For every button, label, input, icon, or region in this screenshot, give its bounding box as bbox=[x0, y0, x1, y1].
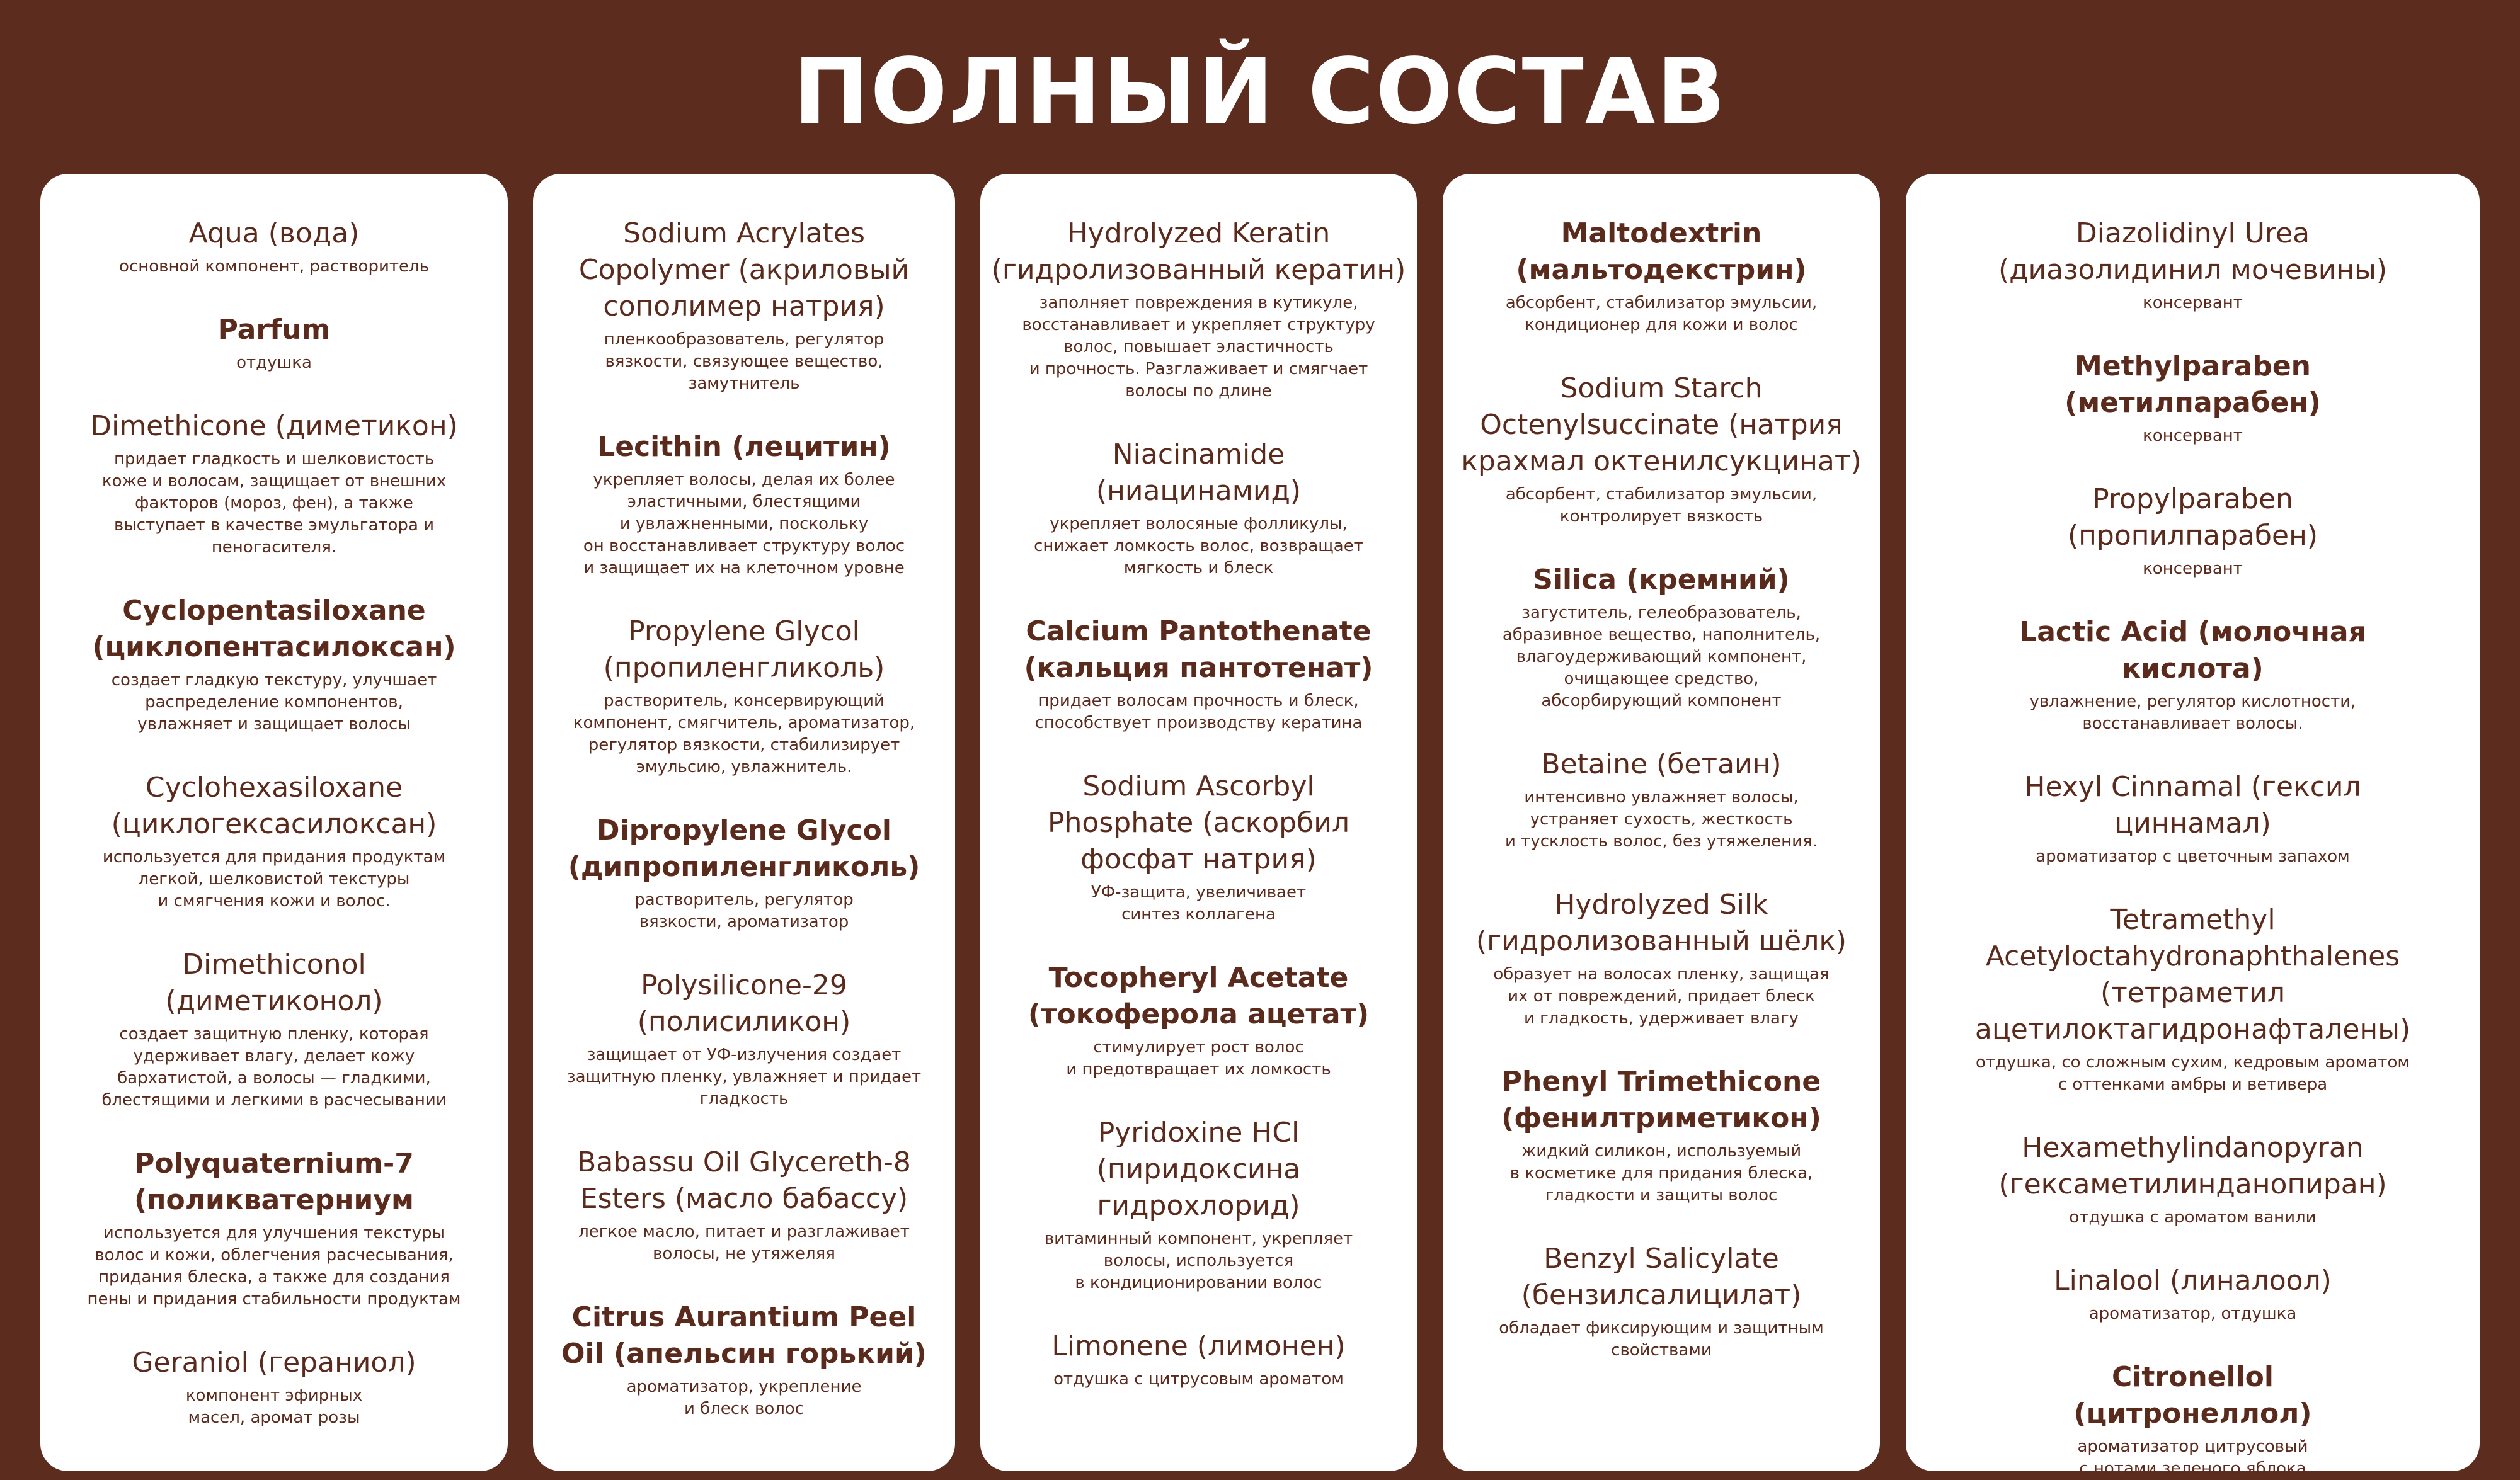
ingredient-item bbox=[989, 436, 1408, 579]
ingredient-description: отдушка bbox=[236, 353, 312, 372]
ingredient-item bbox=[49, 312, 499, 374]
ingredient-name: Geraniol (гераниол) bbox=[132, 1346, 416, 1379]
page-title: ПОЛНЫЙ СОСТАВ bbox=[793, 38, 1727, 144]
ingredient-name: Lecithin (лецитин) bbox=[597, 431, 891, 463]
ingredient-description: защищает от УФ-излучения создает защитную пленку, увлажняет и придает гладкость bbox=[566, 1045, 922, 1108]
ingredient-description: стимулирует рост волос и предотвращает их ломкость bbox=[1066, 1038, 1331, 1079]
ingredient-name: Dimethiconol (диметиконол) bbox=[165, 948, 383, 1017]
ingredient-name: Hexyl Cinnamal (гексил циннамал) bbox=[2024, 771, 2361, 840]
ingredient-item bbox=[989, 768, 1408, 926]
ingredient-item bbox=[49, 947, 499, 1112]
ingredient-description: растворитель, регулятор вязкости, ароматизатор bbox=[634, 891, 854, 931]
ingredient-item bbox=[542, 812, 946, 933]
ingredient-name: Cyclopentasiloxane (циклопентасилоксан) bbox=[92, 595, 456, 663]
ingredient-name: Linalool (линалоол) bbox=[2054, 1265, 2332, 1297]
ingredient-description: интенсивно увлажняет волосы, устраняет сухость, жесткость и тусклость волос, без утяжеления. bbox=[1505, 788, 1818, 851]
ingredient-item bbox=[989, 1328, 1408, 1391]
ingredient-description: используется для придания продуктам легкой, шелковистой текстуры и смягчения кожи и волос. bbox=[102, 848, 446, 911]
ingredient-item bbox=[1915, 1263, 2471, 1325]
ingredient-description: компонент эфирных масел, аромат розы bbox=[185, 1386, 363, 1427]
ingredient-item bbox=[49, 770, 499, 913]
ingredient-item bbox=[1452, 1064, 1871, 1207]
ingredient-item bbox=[1452, 562, 1871, 712]
ingredient-item bbox=[49, 593, 499, 736]
ingredients-column-3 bbox=[980, 174, 1417, 1471]
ingredient-item bbox=[1915, 215, 2471, 314]
ingredient-description: витаминный компонент, укрепляет волосы, используется в кондиционировании волос bbox=[1044, 1229, 1353, 1292]
ingredient-item bbox=[1452, 746, 1871, 853]
ingredient-description: отдушка с цитрусовым ароматом bbox=[1053, 1370, 1344, 1389]
ingredient-description: легкое масло, питает и разглаживает волосы, не утяжеляя bbox=[578, 1222, 910, 1263]
ingredient-description: ароматизатор, укрепление и блеск волос bbox=[626, 1377, 862, 1418]
ingredient-name: Tetramethyl Acetyloctahydronaphthalenes (тетраметил ацетилоктагидронафталены) bbox=[1974, 904, 2411, 1045]
ingredient-item bbox=[1915, 481, 2471, 580]
ingredient-description: обладает фиксирующим и защитным свойствами bbox=[1499, 1319, 1824, 1360]
ingredient-name: Cyclohexasiloxane (циклогексасилоксан) bbox=[111, 771, 437, 840]
ingredient-description: отдушка с ароматом ванили bbox=[2069, 1208, 2317, 1227]
ingredient-name: Phenyl Trimethicone (фенилтриметикон) bbox=[1501, 1066, 1821, 1134]
ingredient-description: используется для улучшения текстуры волос и кожи, облегчения расчесывания, придания блеска, а также для создания пены и придания стабильности продуктам bbox=[87, 1224, 461, 1309]
ingredient-description: укрепляет волосы, делая их более эластичными, блестящими и увлажненными, поскольку он восстанавливает структуру волос и защищает их на клеточном уровне bbox=[583, 470, 905, 578]
ingredient-name: Sodium Ascorbyl Phosphate (аскорбил фосфат натрия) bbox=[1048, 770, 1349, 875]
ingredient-description: жидкий силикон, используемый в косметике для придания блеска, гладкости и защиты волос bbox=[1509, 1142, 1813, 1205]
ingredient-name: Propylparaben (пропилпарабен) bbox=[2067, 483, 2318, 552]
ingredient-item bbox=[49, 408, 499, 559]
ingredient-name: Niacinamide (ниацинамид) bbox=[1096, 438, 1302, 507]
ingredient-item bbox=[542, 613, 946, 778]
ingredient-name: Propylene Glycol (пропиленгликоль) bbox=[603, 615, 885, 684]
ingredient-item bbox=[989, 1115, 1408, 1294]
ingredient-name: Maltodextrin (мальтодекстрин) bbox=[1516, 217, 1807, 286]
ingredient-description: загуститель, гелеобразователь, абразивное вещество, наполнитель, влагоудерживающий компонент, очищающее средство, абсорбирующий компонент bbox=[1502, 603, 1821, 710]
ingredient-name: Polysilicone-29 (полисиликон) bbox=[637, 969, 851, 1038]
ingredient-item bbox=[49, 1345, 499, 1429]
ingredient-item bbox=[49, 215, 499, 278]
ingredient-item bbox=[49, 1146, 499, 1311]
ingredient-name: Tocopheryl Acetate (токоферола ацетат) bbox=[1028, 962, 1370, 1030]
ingredient-name: Polyquaternium-7 (поликватерниум bbox=[134, 1147, 414, 1216]
ingredient-item bbox=[1452, 370, 1871, 528]
ingredient-name: Citronellol (цитронеллол) bbox=[2073, 1361, 2312, 1430]
ingredient-description: абсорбент, стабилизатор эмульсии, кондиционер для кожи и волос bbox=[1505, 293, 1818, 334]
ingredient-item bbox=[989, 215, 1408, 402]
ingredient-item bbox=[542, 967, 946, 1110]
ingredient-name: Pyridoxine HCl (пиридоксина гидрохлорид) bbox=[1096, 1117, 1301, 1222]
ingredient-item bbox=[1915, 1359, 2471, 1480]
ingredient-name: Lactic Acid (молочная кислота) bbox=[2019, 616, 2366, 685]
ingredient-description: ароматизатор с цветочным запахом bbox=[2036, 847, 2350, 866]
ingredients-column-2 bbox=[533, 174, 955, 1471]
ingredient-item bbox=[989, 960, 1408, 1081]
ingredient-name: Silica (кремний) bbox=[1533, 564, 1790, 596]
ingredient-item bbox=[989, 613, 1408, 734]
ingredient-name: Babassu Oil Glycereth-8 Esters (масло бабассу) bbox=[577, 1146, 911, 1215]
ingredient-description: создает гладкую текстуру, улучшает распределение компонентов, увлажняет и защищает волосы bbox=[111, 671, 437, 734]
ingredient-name: Aqua (вода) bbox=[188, 217, 360, 249]
ingredient-description: УФ-защита, увеличивает синтез коллагена bbox=[1091, 883, 1307, 924]
ingredient-name: Limonene (лимонен) bbox=[1051, 1330, 1346, 1362]
ingredient-name: Sodium Starch Octenylsuccinate (натрия крахмал октенилсукцинат) bbox=[1461, 372, 1862, 477]
ingredient-item bbox=[1452, 1241, 1871, 1362]
ingredient-description: консервант bbox=[2143, 293, 2243, 312]
ingredient-item bbox=[542, 1144, 946, 1265]
ingredients-column-4 bbox=[1443, 174, 1880, 1471]
ingredient-name: Diazolidinyl Urea (диазолидинил мочевины) bbox=[1998, 217, 2388, 286]
ingredient-description: придает волосам прочность и блеск, способствует производству кератина bbox=[1034, 692, 1363, 732]
ingredient-item bbox=[1452, 215, 1871, 336]
ingredient-item bbox=[1915, 614, 2471, 735]
ingredient-name: Hydrolyzed Silk (гидролизованный шёлк) bbox=[1475, 889, 1847, 957]
ingredient-name: Betaine (бетаин) bbox=[1541, 748, 1782, 780]
ingredient-description: ароматизатор цитрусовый с нотами зеленого яблока bbox=[2077, 1437, 2308, 1478]
ingredient-name: Citrus Aurantium Peel Oil (апельсин горький) bbox=[561, 1301, 927, 1370]
ingredient-description: увлажнение, регулятор кислотности, восстанавливает волосы. bbox=[2029, 692, 2356, 733]
ingredient-item bbox=[1915, 348, 2471, 447]
ingredient-item bbox=[1452, 887, 1871, 1030]
ingredient-name: Sodium Acrylates Copolymer (акриловый сополимер натрия) bbox=[578, 217, 910, 322]
ingredient-description: пленкообразователь, регулятор вязкости, связующее вещество, замутнитель bbox=[604, 330, 885, 393]
ingredient-description: укрепляет волосяные фолликулы, снижает ломкость волос, возвращает мягкость и блеск bbox=[1034, 515, 1363, 578]
ingredient-name: Hexamethylindanopyran (гексаметилинданопиран) bbox=[1998, 1132, 2387, 1200]
ingredient-name: Dimethicone (диметикон) bbox=[90, 410, 458, 442]
ingredient-name: Hydrolyzed Keratin (гидролизованный кератин) bbox=[991, 217, 1406, 286]
ingredient-item bbox=[1915, 769, 2471, 868]
ingredient-name: Methylparaben (метилпарабен) bbox=[2065, 350, 2321, 419]
ingredient-description: придает гладкость и шелковистость коже и волосам, защищает от внешних факторов (мороз, фен), а также выступает в качестве эмульгатора и пеногасителя. bbox=[101, 450, 447, 557]
ingredient-name: Calcium Pantothenate (кальция пантотенат) bbox=[1024, 615, 1373, 684]
ingredient-description: основной компонент, растворитель bbox=[119, 257, 429, 276]
ingredient-name: Dipropylene Glycol (дипропиленгликоль) bbox=[568, 814, 920, 883]
ingredient-description: заполняет повреждения в кутикуле, восстанавливает и укрепляет структуру волос, повышает эластичность и прочность. Разглаживает и смягчает волосы по длине bbox=[1022, 293, 1375, 401]
ingredient-description: ароматизатор, отдушка bbox=[2088, 1304, 2297, 1323]
ingredient-description: создает защитную пленку, которая удерживает влагу, делает кожу бархатистой, а волосы — гладкими, блестящими и легкими в расчесывании bbox=[101, 1025, 447, 1110]
ingredients-column-1 bbox=[40, 174, 508, 1471]
ingredient-description: растворитель, консервирующий компонент, смягчитель, ароматизатор, регулятор вязкости, стабилизирует эмульсию, увлажнитель. bbox=[573, 692, 915, 777]
ingredient-description: консервант bbox=[2143, 559, 2243, 578]
ingredient-name: Benzyl Salicylate (бензилсалицилат) bbox=[1521, 1243, 1802, 1311]
ingredient-item bbox=[1915, 902, 2471, 1096]
ingredients-column-5 bbox=[1906, 174, 2480, 1478]
ingredient-item bbox=[1915, 1130, 2471, 1229]
ingredient-description: образует на волосах пленку, защищая их от повреждений, придает блеск и гладкость, удерживает влагу bbox=[1493, 965, 1830, 1028]
ingredient-name: Parfum bbox=[217, 314, 331, 346]
ingredient-description: отдушка, со сложным сухим, кедровым ароматом с оттенками амбры и ветивера bbox=[1976, 1053, 2410, 1094]
ingredient-item bbox=[542, 215, 946, 395]
ingredient-description: абсорбент, стабилизатор эмульсии, контролирует вязкость bbox=[1505, 485, 1818, 526]
ingredient-item bbox=[542, 429, 946, 579]
ingredient-description: консервант bbox=[2143, 426, 2243, 445]
ingredient-item bbox=[542, 1299, 946, 1420]
